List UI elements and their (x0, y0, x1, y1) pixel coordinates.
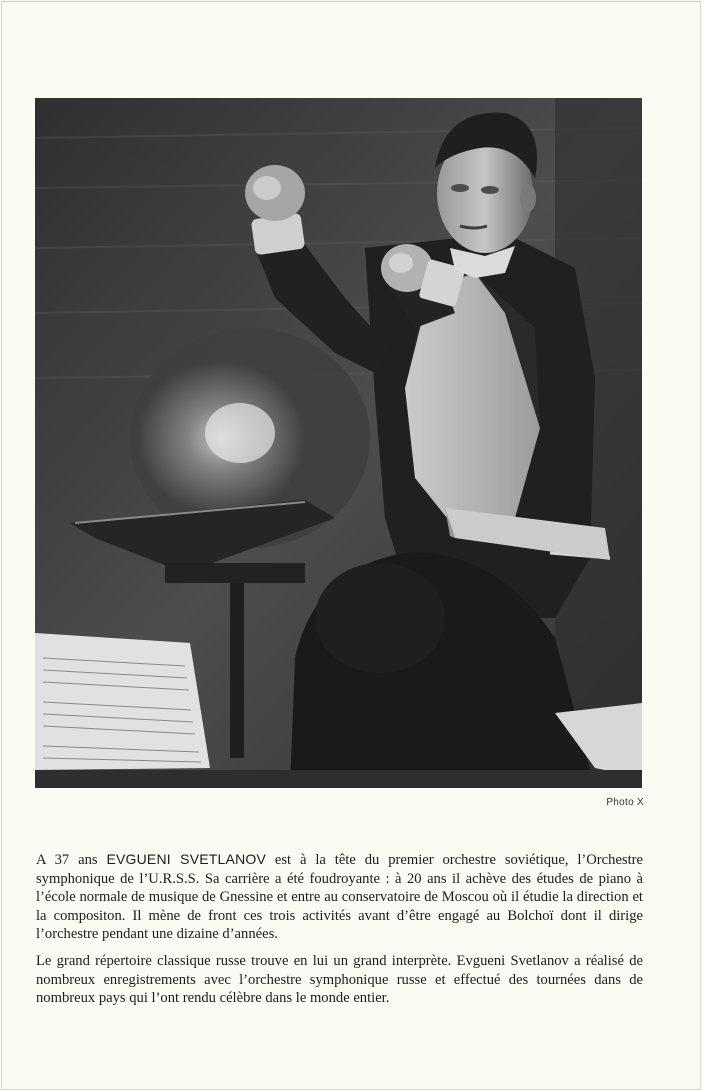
paragraph-1-body: est à la tête du premier orchestre soviétique, l’Orchestre symphonique de l’U.R.S.S. Sa carrière a été foudroyante : à 20 ans il achève des études de piano à l’école normale de musique de Gnessine et entre au conservatoire de Moscou où il étudie la direction et la compositon. Il mène de front ces trois activités avant d’être engagé au Bolchoï dont il dirige l’orchestre pendant une dizaine d’années. (36, 852, 643, 943)
biography-paragraph-2: Le grand répertoire classique russe trouve en lui un grand interprète. Evgueni Svetlanov a réalisé de nombreux enregistrements avec l’orchestre symphonique russe et effectué des tournées dans de nombreux pays qui l’ont rendu célèbre dans le monde entier. (36, 952, 643, 1007)
photo-credit: Photo X (606, 797, 644, 808)
biography-paragraph-1 (36, 850, 643, 944)
photo-illustration (35, 98, 642, 788)
biography-text (36, 850, 643, 1016)
paragraph-1-prefix: A 37 ans (36, 852, 107, 868)
conductor-photo (35, 98, 642, 788)
conductor-name: EVGUENI SVETLANOV (106, 851, 267, 867)
